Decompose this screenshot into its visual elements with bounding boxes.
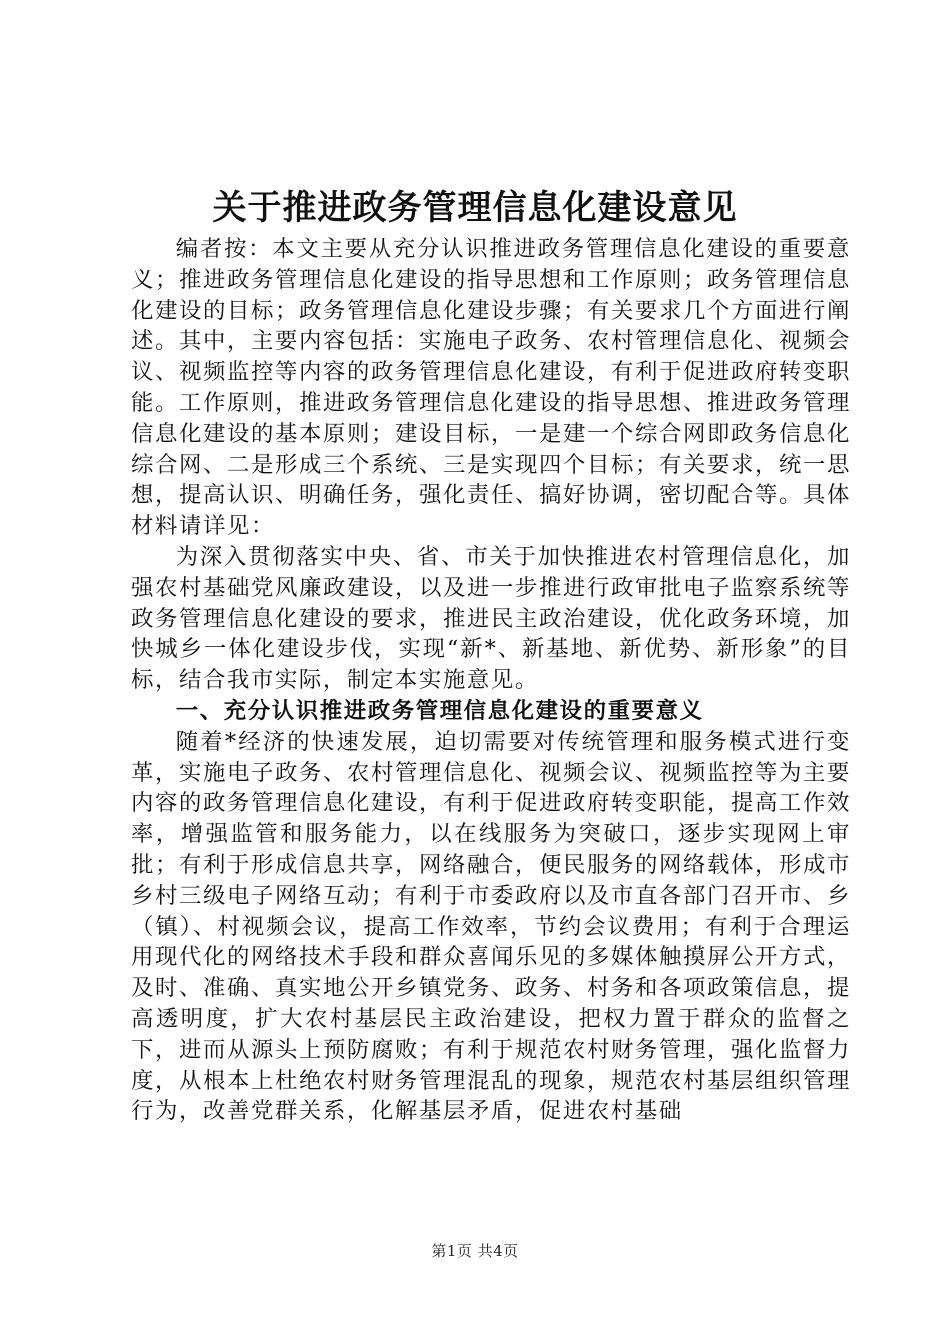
intro-paragraph: 为深入贯彻落实中央、省、市关于加快推进农村管理信息化，加强农村基础党风廉政建设，以及进一步推进行政审批电子监察系统等政务管理信息化建设的要求，推进民主政治建设，优化政务环境，加快城乡一体化建设步伐，实现“新*、新基地、新优势、新形象”的目标，结合我市实际，制定本实施意见。 [131,543,851,694]
document-title: 关于推进政务管理信息化建设意见 [212,188,738,228]
section-heading: 一、充分认识推进政务管理信息化建设的重要意义 [175,697,704,724]
section-paragraph: 随着*经济的快速发展，迫切需要对传统管理和服务模式进行变革，实施电子政务、农村管理信息化、视频会议、视频监控等为主要内容的政务管理信息化建设，有利于促进政府转变职能，提高工作效率，增强监管和服务能力，以在线服务为突破口，逐步实现网上审批；有利于形成信息共享，网络融合，便民服务的网络载体，形成市乡村三级电子网络互动；有利于市委政府以及市直各部门召开市、乡（镇）、村视频会议，提高工作效率，节约会议费用；有利于合理运用现代化的网络技术手段和群众喜闻乐见的多媒体触摸屏公开方式，及时、准确、真实地公开乡镇党务、政务、村务和各项政策信息，提高透明度，扩大农村基层民主政治建设，把权力置于群众的监督之下，进而从源头上预防腐败；有利于规范农村财务管理，强化监督力度，从根本上杜绝农村财务管理混乱的现象，规范农村基层组织管理行为，改善党群关系，化解基层矛盾，促进农村基础 [131,728,851,1125]
document-body [131,234,851,1127]
editor-note-paragraph: 编者按：本文主要从充分认识推进政务管理信息化建设的重要意义；推进政务管理信息化建设的指导思想和工作原则；政务管理信息化建设的目标；政务管理信息化建设步骤；有关要求几个方面进行阐述。其中，主要内容包括：实施电子政务、农村管理信息化、视频会议、视频监控等内容的政务管理信息化建设，有利于促进政府转变职能。工作原则，推进政务管理信息化建设的指导思想、推进政务管理信息化建设的基本原则；建设目标，一是建一个综合网即政务信息化综合网、二是形成三个系统、三是实现四个目标；有关要求，统一思想，提高认识、明确任务，强化责任、搞好协调，密切配合等。具体材料请详见： [131,236,851,540]
page-number-footer: 第1页 共4页 [431,1242,519,1260]
